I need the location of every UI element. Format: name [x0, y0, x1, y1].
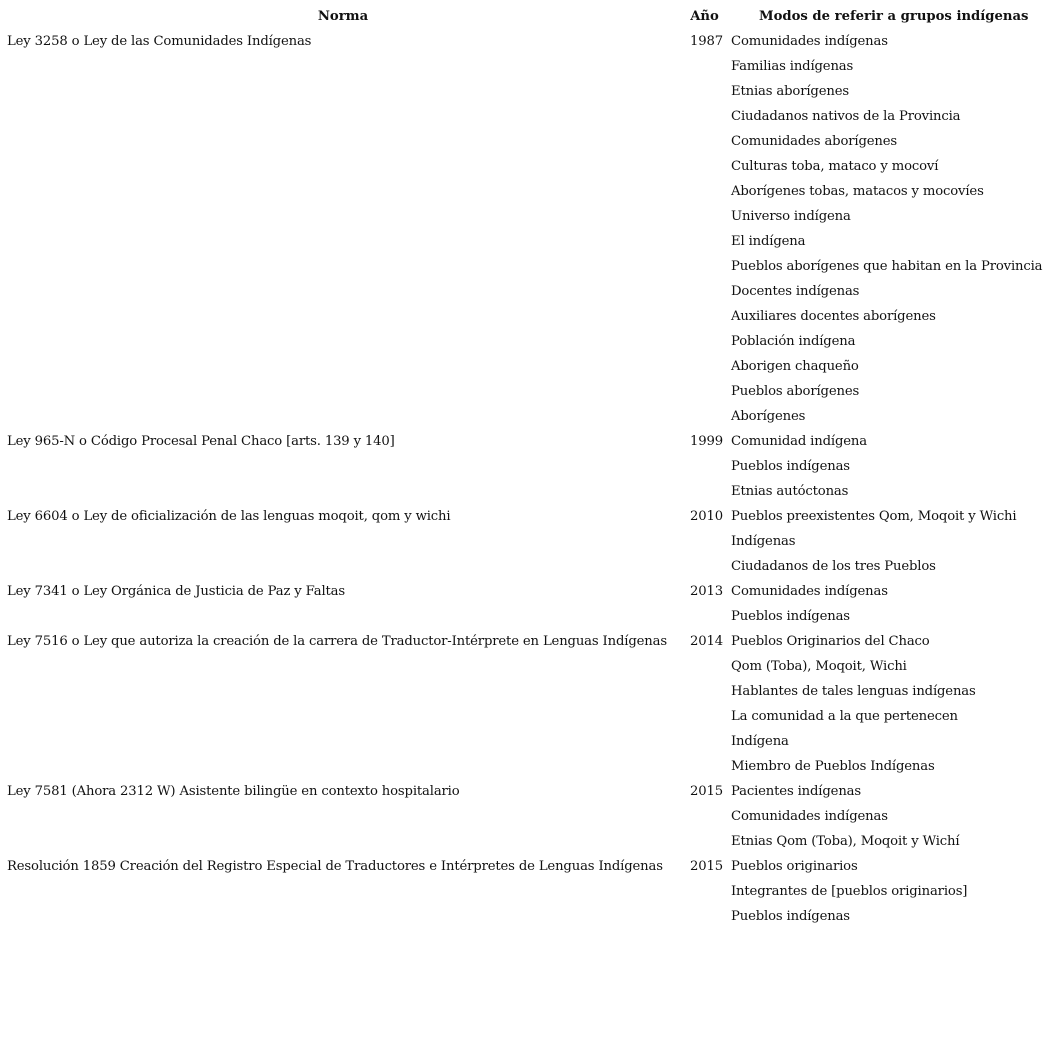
- empty-cell: [4, 604, 682, 629]
- table-row: [4, 229, 1050, 254]
- table-row: [4, 729, 1050, 754]
- empty-cell: [682, 454, 727, 479]
- anio-cell: 2010: [690, 509, 723, 524]
- modo-cell: Pueblos Originarios del Chaco: [731, 634, 930, 649]
- empty-cell: [4, 79, 682, 104]
- anio-cell: 1987: [690, 34, 723, 49]
- table-row: [4, 679, 1050, 704]
- empty-cell: [682, 329, 727, 354]
- table-row: [4, 704, 1050, 729]
- empty-cell: [682, 54, 727, 79]
- empty-cell: [4, 554, 682, 579]
- table-row: [4, 154, 1050, 179]
- table-row: [4, 379, 1050, 404]
- modo-cell: Comunidades aborígenes: [731, 134, 898, 149]
- empty-cell: [682, 129, 727, 154]
- anio-cell: 1999: [690, 434, 723, 449]
- empty-cell: [682, 729, 727, 754]
- empty-cell: [682, 604, 727, 629]
- table-row: [4, 354, 1050, 379]
- empty-cell: [4, 654, 682, 679]
- table-row: [4, 254, 1050, 279]
- anio-cell: 2015: [690, 859, 723, 874]
- anio-cell: 2015: [690, 784, 723, 799]
- modo-cell: Pueblos indígenas: [731, 909, 850, 924]
- modo-cell: Comunidades indígenas: [731, 34, 888, 49]
- empty-cell: [4, 804, 682, 829]
- empty-cell: [4, 729, 682, 754]
- norma-cell: Resolución 1859 Creación del Registro Especial de Traductores e Intérpretes de Lenguas Indígenas: [7, 859, 663, 874]
- table-header: [4, 4, 1050, 29]
- modo-cell: Aborigen chaqueño: [731, 359, 859, 374]
- modo-cell: Ciudadanos de los tres Pueblos: [731, 559, 936, 574]
- modo-cell: Comunidades indígenas: [731, 584, 888, 599]
- empty-cell: [4, 529, 682, 554]
- table-row: [4, 854, 1050, 879]
- table-row: [4, 329, 1050, 354]
- empty-cell: [4, 679, 682, 704]
- table-row: [4, 29, 1050, 54]
- table-row: [4, 79, 1050, 104]
- empty-cell: [682, 879, 727, 904]
- empty-cell: [4, 454, 682, 479]
- empty-cell: [682, 529, 727, 554]
- norma-cell: Ley 7516 o Ley que autoriza la creación de la carrera de Traductor-Intérprete en Lenguas Indígenas: [7, 634, 667, 649]
- modo-cell: Familias indígenas: [731, 59, 854, 74]
- empty-cell: [4, 54, 682, 79]
- modo-cell: Comunidad indígena: [731, 434, 867, 449]
- modo-cell: Pueblos aborígenes: [731, 384, 860, 399]
- empty-cell: [4, 404, 682, 429]
- empty-cell: [682, 554, 727, 579]
- table-row: [4, 579, 1050, 604]
- modo-cell: Ciudadanos nativos de la Provincia: [731, 109, 961, 124]
- table-row: [4, 654, 1050, 679]
- table-row: [4, 479, 1050, 504]
- empty-cell: [4, 154, 682, 179]
- empty-cell: [682, 179, 727, 204]
- empty-cell: [682, 704, 727, 729]
- modo-cell: Qom (Toba), Moqoit, Wichi: [731, 659, 907, 674]
- anio-cell: 2014: [690, 634, 723, 649]
- table-row: [4, 279, 1050, 304]
- empty-cell: [4, 129, 682, 154]
- modo-cell: Etnias aborígenes: [731, 84, 849, 99]
- modo-cell: Pueblos aborígenes que habitan en la Provincia: [731, 259, 1043, 274]
- header-row: [4, 4, 1050, 29]
- empty-cell: [4, 179, 682, 204]
- empty-cell: [682, 654, 727, 679]
- empty-cell: [682, 754, 727, 779]
- modo-cell: Comunidades indígenas: [731, 809, 888, 824]
- empty-cell: [4, 479, 682, 504]
- modo-cell: Etnias Qom (Toba), Moqoit y Wichí: [731, 834, 960, 849]
- empty-cell: [4, 254, 682, 279]
- modo-cell: Docentes indígenas: [731, 284, 860, 299]
- modo-cell: Pueblos indígenas: [731, 459, 850, 474]
- modo-cell: Miembro de Pueblos Indígenas: [731, 759, 935, 774]
- empty-cell: [4, 354, 682, 379]
- modo-cell: Aborígenes tobas, matacos y mocovíes: [731, 184, 984, 199]
- empty-cell: [682, 479, 727, 504]
- table-row: [4, 404, 1050, 429]
- empty-cell: [4, 229, 682, 254]
- empty-cell: [4, 304, 682, 329]
- empty-cell: [4, 754, 682, 779]
- modo-cell: Pueblos indígenas: [731, 609, 850, 624]
- modo-cell: Pacientes indígenas: [731, 784, 861, 799]
- norma-cell: Ley 7581 (Ahora 2312 W) Asistente bilingüe en contexto hospitalario: [7, 784, 460, 799]
- empty-cell: [682, 829, 727, 854]
- empty-cell: [682, 679, 727, 704]
- empty-cell: [682, 404, 727, 429]
- table-row: [4, 129, 1050, 154]
- modo-cell: Auxiliares docentes aborígenes: [731, 309, 936, 324]
- modo-cell: Culturas toba, mataco y mocoví: [731, 159, 939, 174]
- empty-cell: [682, 354, 727, 379]
- header-modos: Modos de referir a grupos indígenas: [759, 9, 1029, 24]
- empty-cell: [682, 304, 727, 329]
- empty-cell: [682, 804, 727, 829]
- norma-cell: Ley 3258 o Ley de las Comunidades Indígenas: [7, 34, 312, 49]
- table-row: [4, 904, 1050, 929]
- modo-cell: El indígena: [731, 234, 806, 249]
- table-row: [4, 54, 1050, 79]
- table-row: [4, 179, 1050, 204]
- modo-cell: Universo indígena: [731, 209, 851, 224]
- empty-cell: [682, 229, 727, 254]
- empty-cell: [682, 379, 727, 404]
- normas-table: [4, 4, 1050, 929]
- modo-cell: Aborígenes: [731, 409, 806, 424]
- empty-cell: [4, 204, 682, 229]
- table-row: [4, 879, 1050, 904]
- empty-cell: [682, 904, 727, 929]
- empty-cell: [4, 829, 682, 854]
- modo-cell: Pueblos originarios: [731, 859, 858, 874]
- modo-cell: Hablantes de tales lenguas indígenas: [731, 684, 976, 699]
- modo-cell: Integrantes de [pueblos originarios]: [731, 884, 968, 899]
- modo-cell: Pueblos preexistentes Qom, Moqoit y Wichi: [731, 509, 1017, 524]
- table-row: [4, 804, 1050, 829]
- header-anio: Año: [690, 9, 719, 24]
- table-row: [4, 554, 1050, 579]
- table-body: [4, 29, 1050, 929]
- empty-cell: [682, 279, 727, 304]
- table-row: [4, 454, 1050, 479]
- empty-cell: [4, 704, 682, 729]
- empty-cell: [4, 379, 682, 404]
- norma-cell: Ley 6604 o Ley de oficialización de las lenguas moqoit, qom y wichi: [7, 509, 451, 524]
- table-row: [4, 204, 1050, 229]
- empty-cell: [682, 154, 727, 179]
- modo-cell: Indígena: [731, 734, 789, 749]
- empty-cell: [682, 104, 727, 129]
- empty-cell: [4, 104, 682, 129]
- empty-cell: [4, 879, 682, 904]
- table-row: [4, 304, 1050, 329]
- header-norma: Norma: [317, 9, 369, 24]
- table-row: [4, 504, 1050, 529]
- table-row: [4, 604, 1050, 629]
- modo-cell: Indígenas: [731, 534, 796, 549]
- empty-cell: [682, 204, 727, 229]
- table-row: [4, 754, 1050, 779]
- modo-cell: La comunidad a la que pertenecen: [731, 709, 958, 724]
- empty-cell: [4, 329, 682, 354]
- norma-cell: Ley 965-N o Código Procesal Penal Chaco [arts. 139 y 140]: [7, 434, 395, 449]
- modo-cell: Etnias autóctonas: [731, 484, 849, 499]
- table-row: [4, 629, 1050, 654]
- norma-cell: Ley 7341 o Ley Orgánica de Justicia de Paz y Faltas: [7, 584, 345, 599]
- empty-cell: [4, 904, 682, 929]
- table-row: [4, 429, 1050, 454]
- empty-cell: [682, 79, 727, 104]
- empty-cell: [682, 254, 727, 279]
- empty-cell: [4, 279, 682, 304]
- table-row: [4, 104, 1050, 129]
- table-row: [4, 829, 1050, 854]
- table-row: [4, 529, 1050, 554]
- anio-cell: 2013: [690, 584, 723, 599]
- table-row: [4, 779, 1050, 804]
- modo-cell: Población indígena: [731, 334, 856, 349]
